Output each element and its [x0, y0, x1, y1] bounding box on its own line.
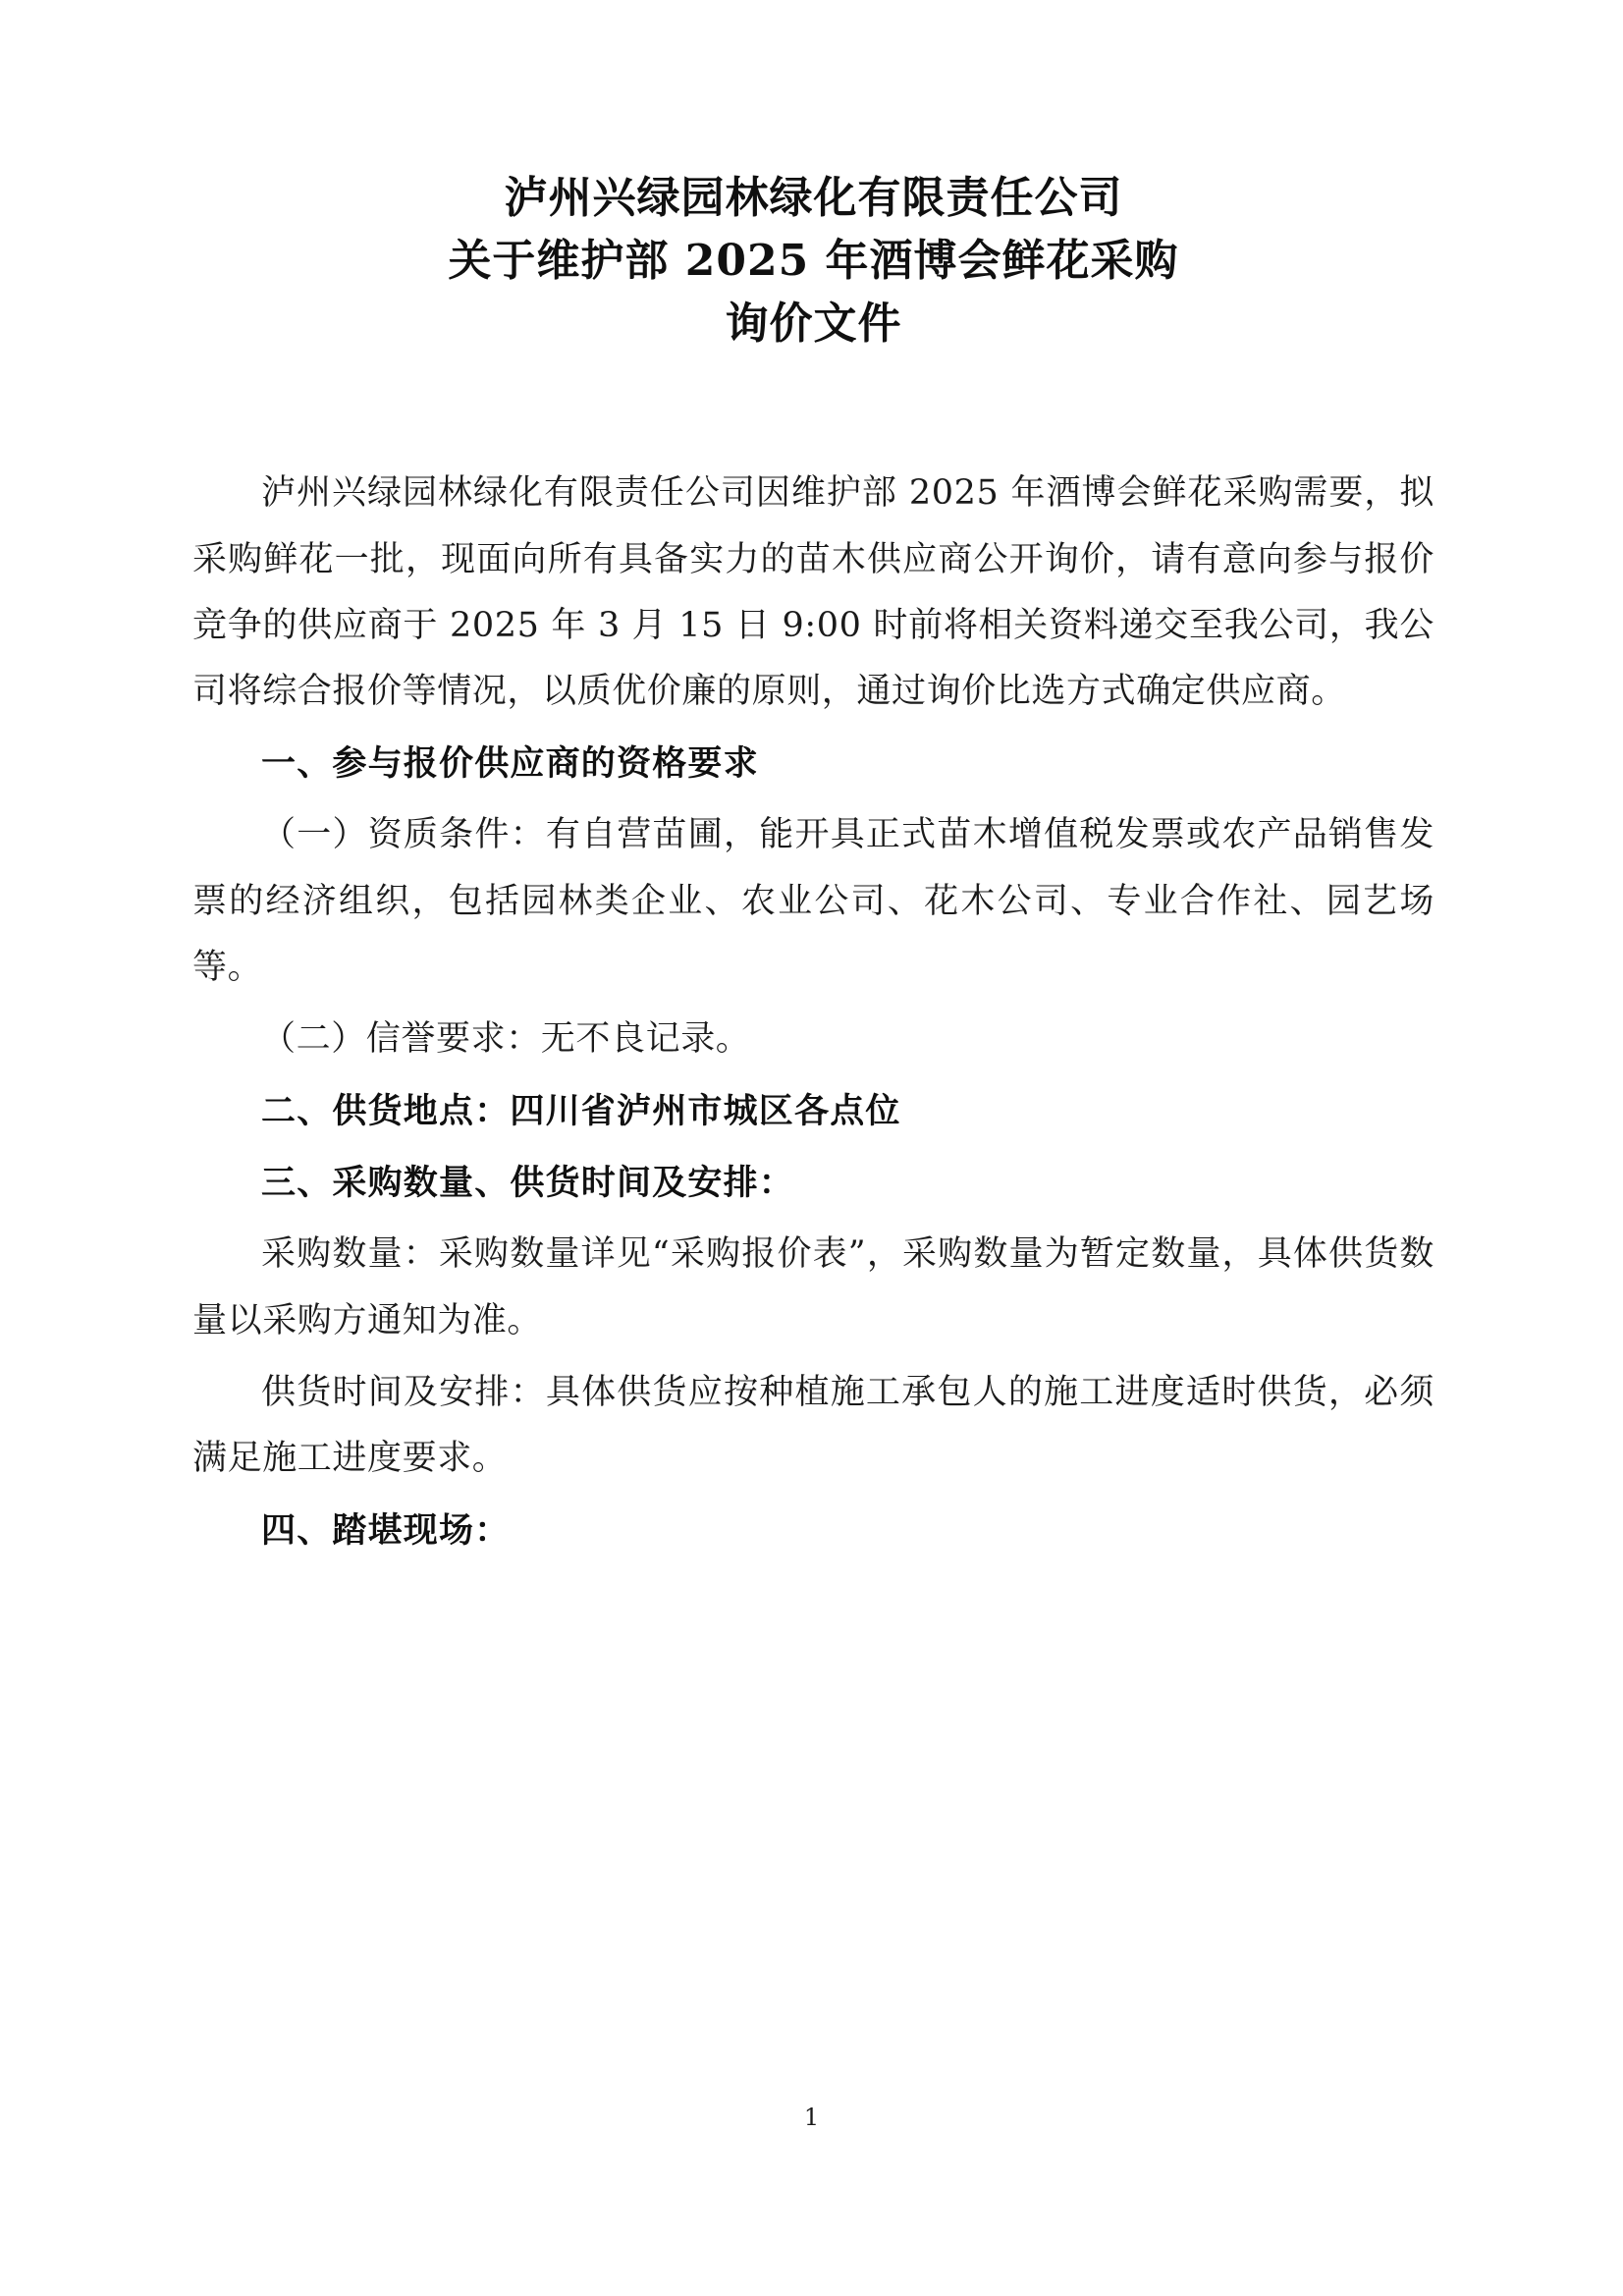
paragraph-quantity: 采购数量：采购数量详见“采购报价表”，采购数量为暂定数量，具体供货数量以采购方通知为准。 — [192, 1234, 1434, 1340]
section-heading-3: 三、采购数量、供货时间及安排： — [261, 1163, 795, 1204]
title-line-1: 泸州兴绿园林绿化有限责任公司 — [504, 173, 1123, 223]
section-heading-4: 四、踏堪现场： — [261, 1510, 511, 1552]
page-number: 1 — [803, 2104, 820, 2131]
section-heading-2: 二、供货地点：四川省泸州市城区各点位 — [261, 1091, 901, 1132]
document-body — [192, 167, 1434, 1569]
title-line-3: 询价文件 — [725, 298, 902, 349]
paragraph-schedule: 供货时间及安排：具体供货应按种植施工承包人的施工进度适时供货，必须满足施工进度要求。 — [192, 1372, 1434, 1479]
title-spacer — [192, 355, 1434, 461]
paragraph-intro: 泸州兴绿园林绿化有限责任公司因维护部 2025 年酒博会鲜花采购需要，拟采购鲜花一批，现面向所有具备实力的苗木供应商公开询价，请有意向参与报价竞争的供应商于 2025 年 3 月 15 日 9:00 时前将相关资料递交至我公司，我公司将综合报价等情况，以质优价廉的原则，通过询价比选方式确定供应商。 — [192, 473, 1434, 711]
paragraph-credit: （二）信誉要求：无不良记录。 — [261, 1018, 751, 1059]
document-title — [192, 167, 1434, 355]
section-heading-1: 一、参与报价供应商的资格要求 — [261, 743, 759, 785]
paragraph-qualification: （一）资质条件：有自营苗圃，能开具正式苗木增值税发票或农产品销售发票的经济组织，包括园林类企业、农业公司、花木公司、专业合作社、园艺场等。 — [192, 815, 1434, 987]
title-line-2: 关于维护部 2025 年酒博会鲜花采购 — [448, 235, 1179, 286]
